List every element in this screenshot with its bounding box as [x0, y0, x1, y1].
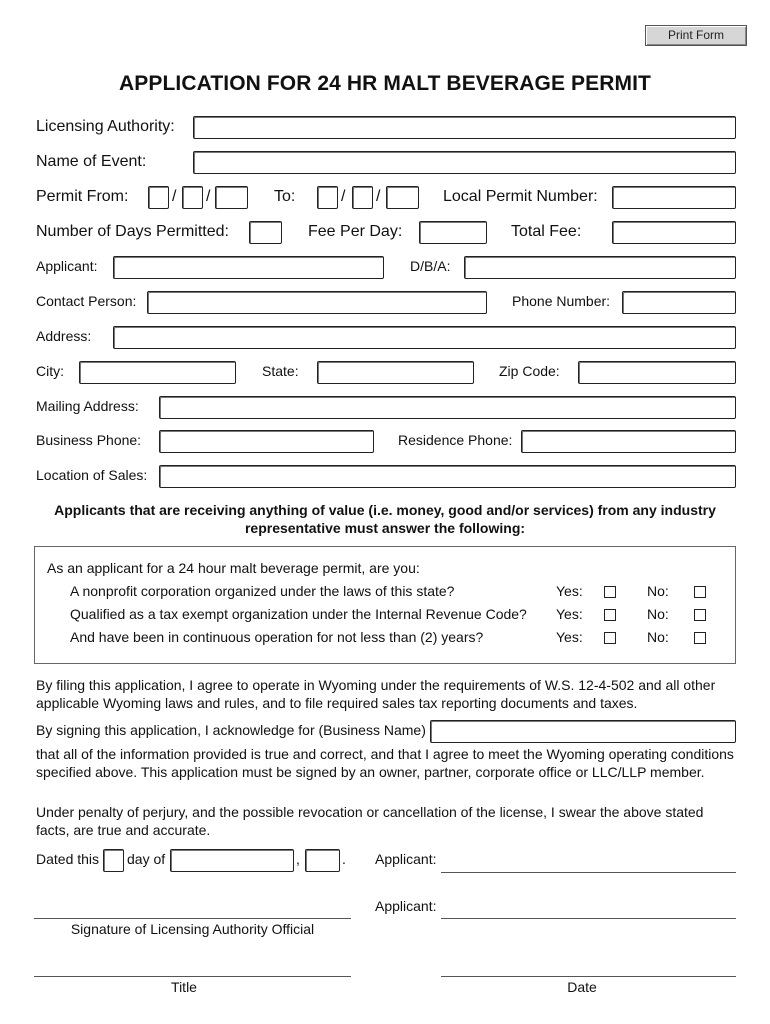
question-nonprofit: A nonprofit corporation organized under the laws of this state?	[70, 583, 455, 599]
permit-from-year-input[interactable]	[215, 186, 248, 209]
yes-label: Yes:	[556, 583, 583, 599]
dated-month-input[interactable]	[170, 849, 294, 872]
date-separator: /	[172, 188, 177, 205]
no-label: No:	[647, 583, 669, 599]
official-signature-label: Signature of Licensing Authority Official	[70, 921, 315, 937]
question-continuous-operation-yes-checkbox[interactable]	[604, 632, 616, 644]
questions-intro: As an applicant for a 24 hour malt beverage permit, are you:	[47, 560, 420, 576]
industry-notice: Applicants that are receiving anything of value (i.e. money, good and/or services) from any industry representative must answer the following:	[54, 502, 716, 536]
zip-code-input[interactable]	[578, 361, 736, 384]
name-of-event-input[interactable]	[193, 151, 736, 174]
mailing-address-input[interactable]	[159, 396, 736, 419]
acknowledge-text: By signing this application, I acknowledge for (Business Name)	[36, 722, 426, 738]
permit-from-label: Permit From:	[36, 188, 129, 205]
contact-person-label: Contact Person:	[36, 293, 137, 309]
question-continuous-operation: And have been in continuous operation for not less than (2) years?	[70, 629, 484, 645]
name-of-event-label: Name of Event:	[36, 153, 147, 170]
permit-to-day-input[interactable]	[352, 186, 373, 209]
location-of-sales-input[interactable]	[159, 465, 736, 488]
date-line[interactable]	[441, 976, 736, 977]
mailing-address-label: Mailing Address:	[36, 398, 139, 414]
number-of-days-input[interactable]	[249, 221, 282, 244]
address-label: Address:	[36, 328, 92, 344]
residence-phone-label: Residence Phone:	[398, 432, 513, 448]
local-permit-number-label: Local Permit Number:	[443, 188, 598, 205]
dated-this-label: Dated this	[36, 851, 100, 867]
yes-label: Yes:	[556, 629, 583, 645]
local-permit-number-input[interactable]	[612, 186, 736, 209]
business-phone-label: Business Phone:	[36, 432, 142, 448]
to-label: To:	[274, 188, 296, 205]
question-tax-exempt: Qualified as a tax exempt organization under the Internal Revenue Code?	[70, 606, 527, 622]
dated-year-input[interactable]	[305, 849, 340, 872]
contact-person-input[interactable]	[147, 291, 487, 314]
permit-to-year-input[interactable]	[386, 186, 419, 209]
acknowledge-continuation: that all of the information provided is true and correct, and that I agree to meet the Wyoming operating conditions specified above. This application must be signed by an owner, partner, corporate office or LLC/LLP member.	[36, 746, 734, 780]
city-label: City:	[36, 363, 64, 379]
permit-from-day-input[interactable]	[182, 186, 203, 209]
applicant-signature-label-1: Applicant:	[375, 851, 437, 867]
applicant-input[interactable]	[113, 256, 384, 279]
page-title: APPLICATION FOR 24 HR MALT BEVERAGE PERMIT	[119, 72, 651, 95]
applicant-signature-label-2: Applicant:	[375, 898, 437, 914]
zip-code-label: Zip Code:	[499, 363, 560, 379]
phone-number-input[interactable]	[622, 291, 736, 314]
total-fee-label: Total Fee:	[511, 223, 582, 240]
question-nonprofit-yes-checkbox[interactable]	[604, 586, 616, 598]
fee-per-day-label: Fee Per Day:	[308, 223, 403, 240]
business-phone-input[interactable]	[159, 430, 374, 453]
dated-day-input[interactable]	[103, 849, 124, 872]
dba-input[interactable]	[464, 256, 736, 279]
applicant-signature-line-1[interactable]	[441, 872, 736, 873]
permit-from-month-input[interactable]	[148, 186, 169, 209]
location-of-sales-label: Location of Sales:	[36, 467, 148, 483]
no-label: No:	[647, 629, 669, 645]
day-of-label: day of	[127, 851, 166, 867]
title-line[interactable]	[34, 976, 351, 977]
no-label: No:	[647, 606, 669, 622]
number-of-days-label: Number of Days Permitted:	[36, 223, 229, 240]
applicant-label: Applicant:	[36, 258, 98, 274]
licensing-authority-input[interactable]	[193, 116, 736, 139]
agreement-paragraph: By filing this application, I agree to operate in Wyoming under the requirements of W.S. 12-4-502 and all other applicable Wyoming laws and rules, and to file required sales tax reporting documents and taxes.	[36, 677, 716, 711]
state-label: State:	[262, 363, 299, 379]
question-tax-exempt-no-checkbox[interactable]	[694, 609, 706, 621]
business-name-input[interactable]	[430, 720, 736, 743]
dba-label: D/B/A:	[410, 258, 451, 274]
question-continuous-operation-no-checkbox[interactable]	[694, 632, 706, 644]
question-tax-exempt-yes-checkbox[interactable]	[604, 609, 616, 621]
date-separator: /	[206, 188, 211, 205]
state-input[interactable]	[317, 361, 474, 384]
date-label: Date	[567, 979, 597, 995]
applicant-signature-line-2[interactable]	[441, 918, 736, 919]
date-comma: ,	[296, 851, 300, 867]
print-form-button[interactable]: Print Form	[645, 25, 747, 46]
title-label: Title	[171, 979, 197, 995]
total-fee-input[interactable]	[612, 221, 736, 244]
city-input[interactable]	[79, 361, 236, 384]
date-separator: /	[376, 188, 381, 205]
licensing-authority-label: Licensing Authority:	[36, 118, 175, 135]
date-period: .	[342, 851, 346, 867]
address-input[interactable]	[113, 326, 736, 349]
question-nonprofit-no-checkbox[interactable]	[694, 586, 706, 598]
date-separator: /	[341, 188, 346, 205]
fee-per-day-input[interactable]	[419, 221, 487, 244]
yes-label: Yes:	[556, 606, 583, 622]
permit-to-month-input[interactable]	[317, 186, 338, 209]
perjury-paragraph: Under penalty of perjury, and the possible revocation or cancellation of the license, I swear the above stated facts, are true and accurate.	[36, 804, 704, 838]
residence-phone-input[interactable]	[521, 430, 736, 453]
official-signature-line[interactable]	[34, 918, 351, 919]
phone-number-label: Phone Number:	[512, 293, 611, 309]
